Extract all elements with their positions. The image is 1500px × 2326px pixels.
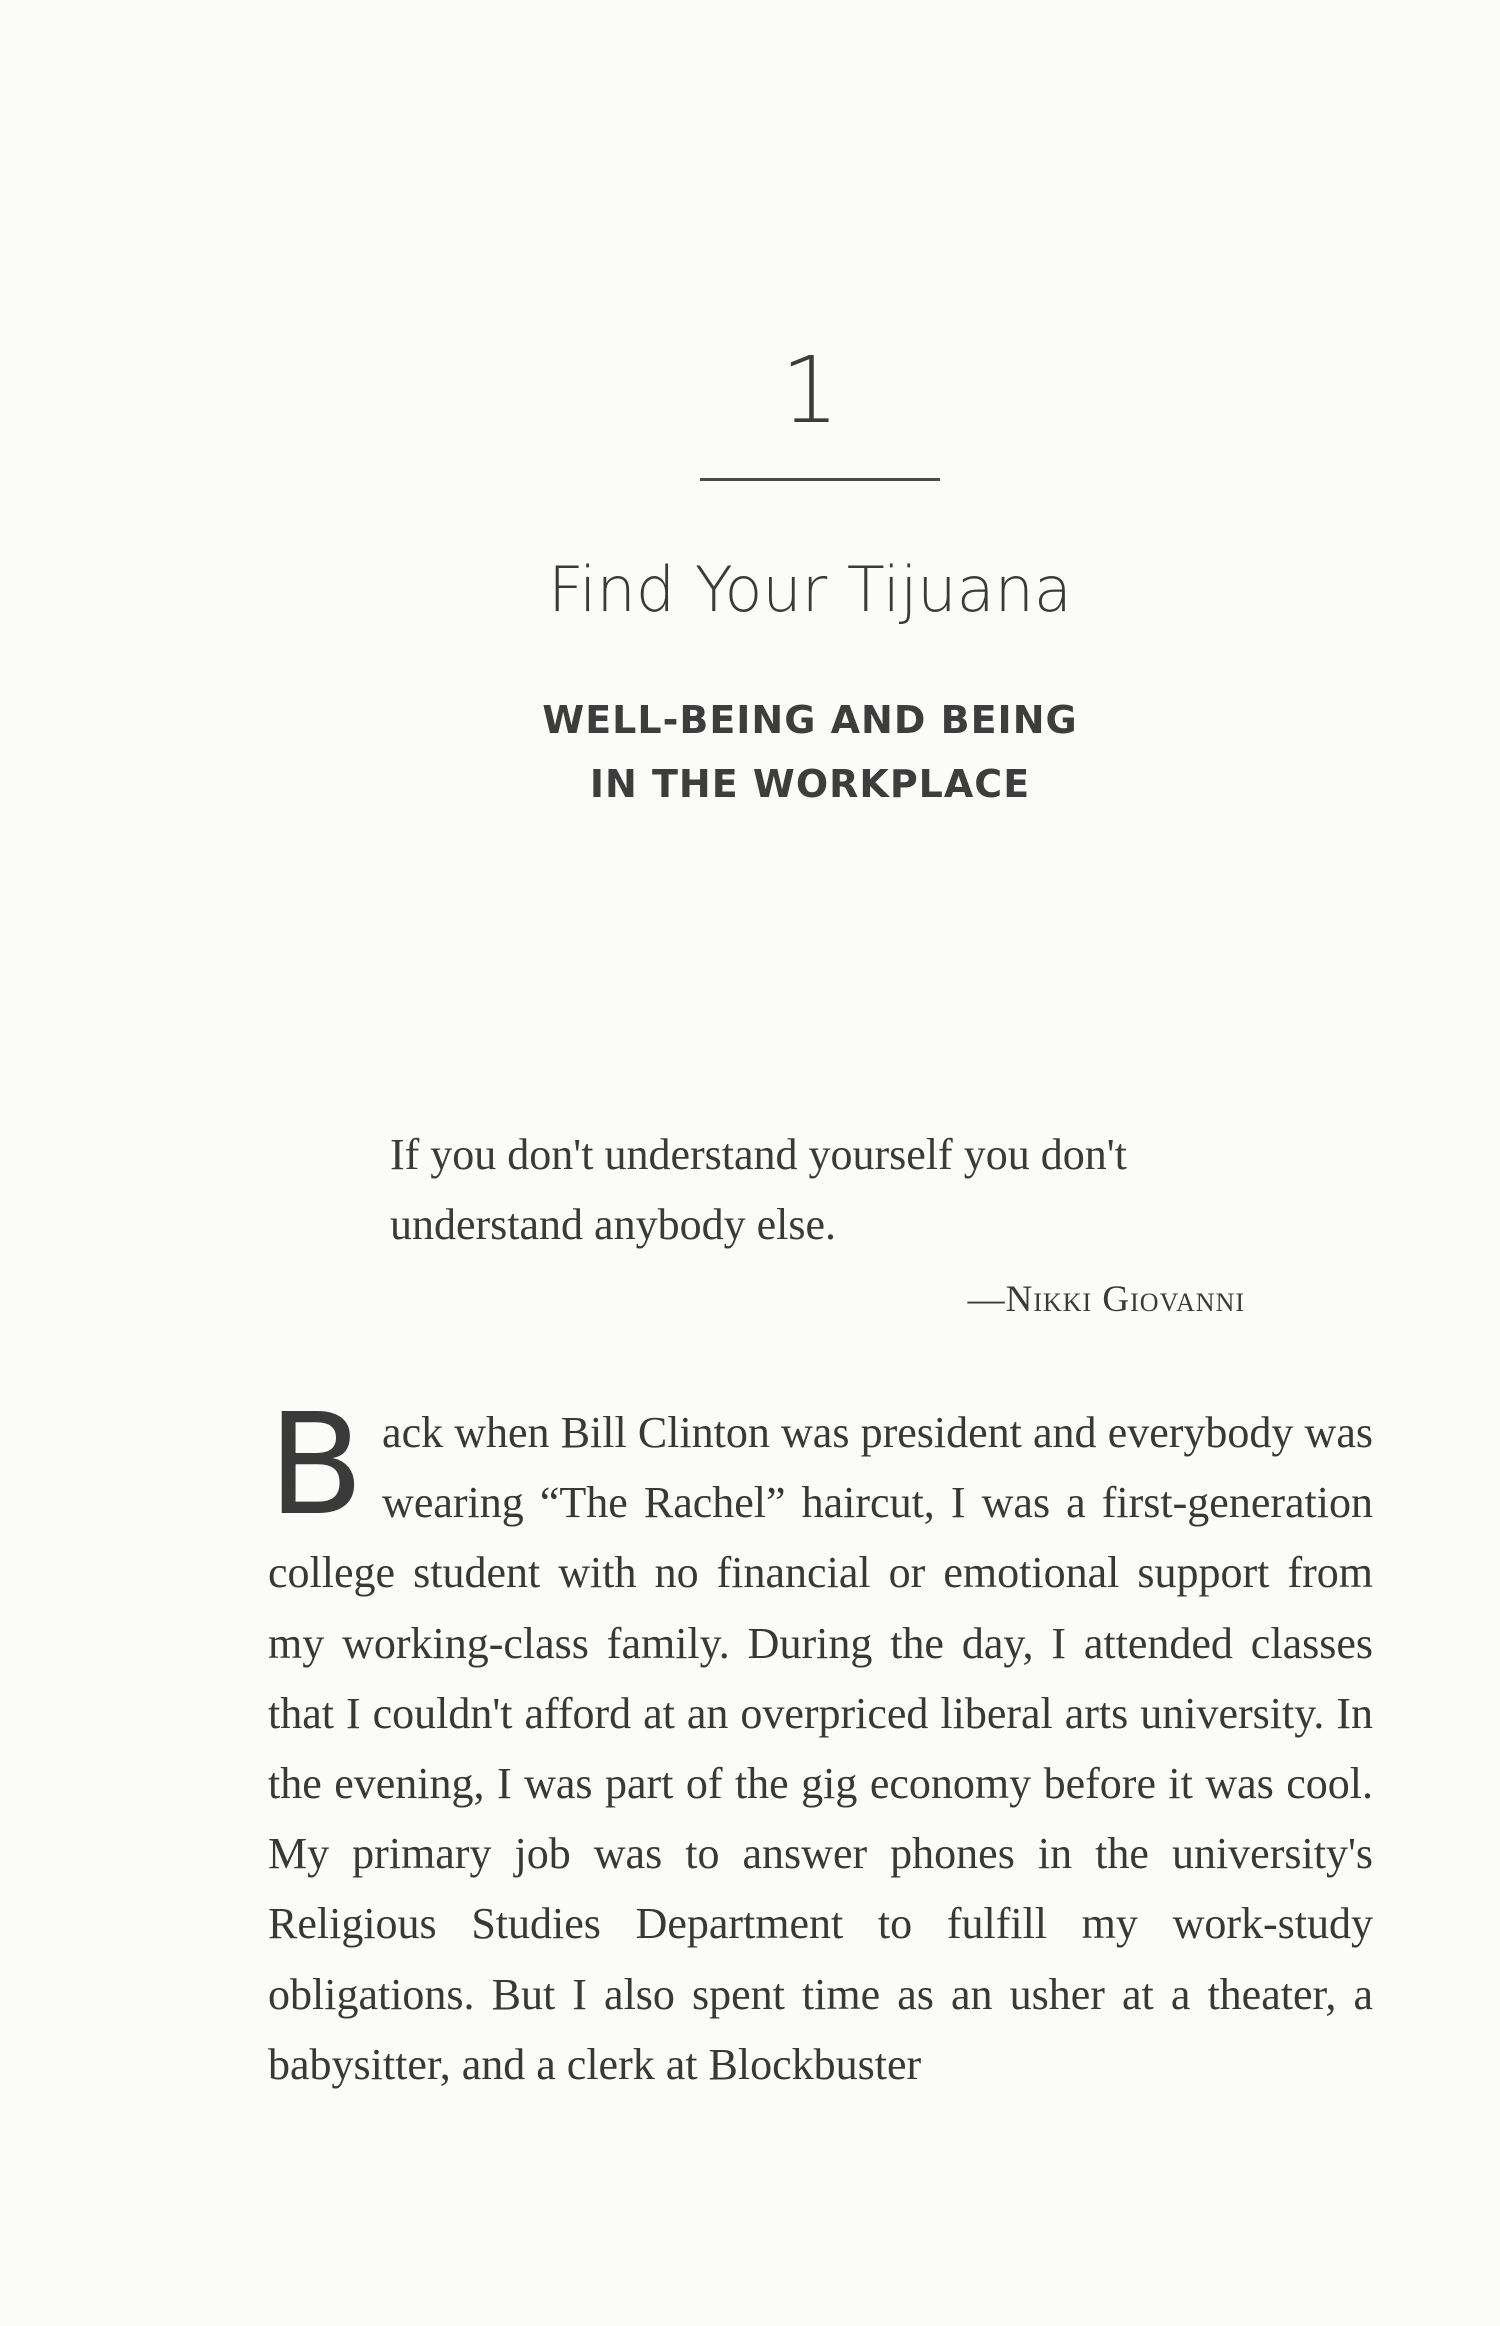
body-paragraph-text: ack when Bill Clinton was president and everybody was wearing “The Rachel” haircut, I was a first-generation college student with no financial or emotional support from my working-class family. During the day, I attended classes that I couldn't afford at an overpriced liberal arts university. In the evening, I was part of the gig economy before it was cool. My primary job was to answer phones in the university's Religious Studies Department to fulfill my work-study obligations. But I also spent time as an usher at a theater, a babysitter, and a clerk at Blockbuster (268, 1408, 1373, 2089)
epigraph-attribution-text: —Nikki Giovanni (967, 1279, 1245, 1320)
epigraph-quote: If you don't understand yourself you don't understand anybody else. (390, 1130, 1127, 1249)
chapter-divider (700, 478, 940, 481)
epigraph-attribution (800, 1278, 1245, 1321)
chapter-subtitle (0, 688, 1500, 816)
chapter-subtitle-line-2: IN THE WORKPLACE (589, 762, 1031, 806)
body-paragraph (268, 1384, 1373, 2100)
chapter-number: 1 (780, 337, 840, 444)
drop-cap: B (268, 1384, 365, 1547)
chapter-subtitle-line-1: WELL-BEING AND BEING (542, 698, 1078, 742)
chapter-title: Find Your Tijuana (548, 553, 1072, 626)
